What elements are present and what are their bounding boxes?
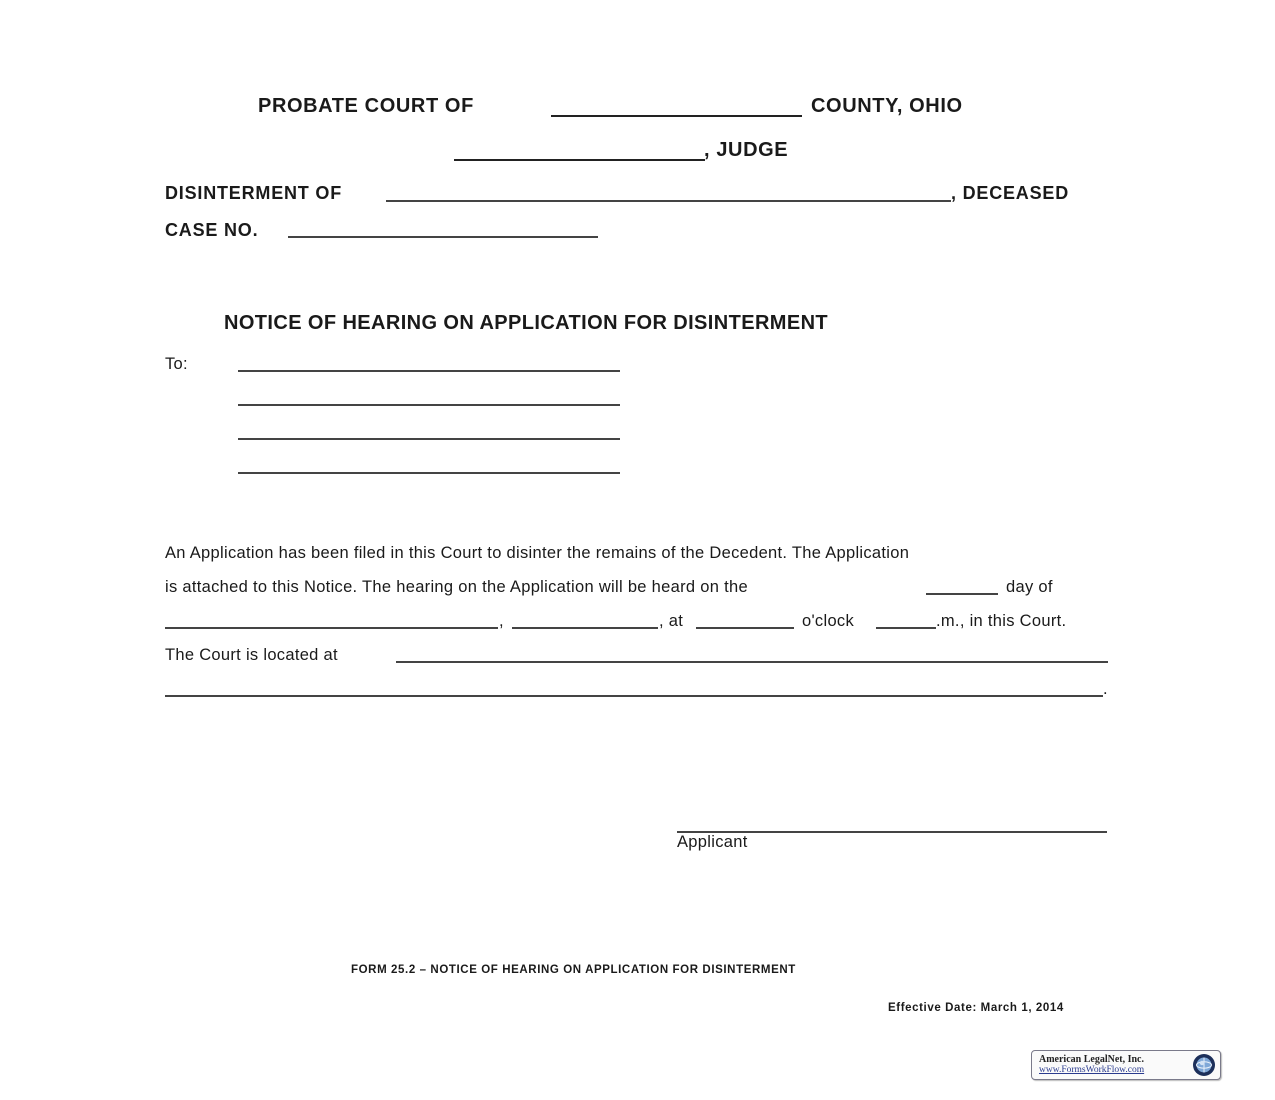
- logo-url[interactable]: www.FormsWorkFlow.com: [1039, 1065, 1145, 1075]
- to-label: To:: [165, 355, 188, 373]
- globe-icon: [1192, 1053, 1216, 1077]
- recipient-field-2[interactable]: [238, 404, 620, 406]
- hearing-day-field[interactable]: [926, 593, 998, 595]
- county-field[interactable]: [551, 115, 802, 117]
- body-line-1: An Application has been filed in this Court to disinter the remains of the Decedent. The Application: [165, 544, 910, 562]
- hearing-month-field[interactable]: [165, 627, 498, 629]
- effective-date: Effective Date: March 1, 2014: [888, 1002, 1064, 1014]
- form-title-footer: FORM 25.2 – NOTICE OF HEARING ON APPLICATION FOR DISINTERMENT: [351, 964, 796, 976]
- judge-name-field[interactable]: [454, 159, 705, 161]
- logo-company: American LegalNet, Inc.: [1039, 1054, 1144, 1065]
- oclock-label: o'clock: [802, 612, 855, 630]
- hearing-year-field[interactable]: [512, 627, 658, 629]
- recipient-field-1[interactable]: [238, 370, 620, 372]
- american-legalnet-logo[interactable]: [1031, 1050, 1221, 1080]
- recipient-field-3[interactable]: [238, 438, 620, 440]
- court-address-field-1[interactable]: [396, 661, 1108, 663]
- case-no-field[interactable]: [288, 236, 598, 238]
- case-no-label: CASE NO.: [165, 220, 259, 240]
- body-line-4: The Court is located at: [165, 646, 338, 664]
- in-this-court-label: .m., in this Court.: [936, 612, 1067, 630]
- judge-suffix: , JUDGE: [704, 139, 789, 161]
- court-suffix: COUNTY, OHIO: [811, 95, 963, 117]
- court-prefix: PROBATE COURT OF: [258, 95, 474, 117]
- period: .: [1103, 680, 1108, 698]
- body-line-2: is attached to this Notice. The hearing on the Application will be heard on the: [165, 578, 748, 596]
- am-pm-field[interactable]: [876, 627, 936, 629]
- decedent-name-field[interactable]: [386, 200, 951, 202]
- hearing-time-field[interactable]: [696, 627, 794, 629]
- disinterment-prefix: DISINTERMENT OF: [165, 183, 342, 203]
- disinterment-suffix: , DECEASED: [951, 183, 1070, 203]
- applicant-label: Applicant: [677, 833, 748, 851]
- comma-label: ,: [499, 612, 504, 630]
- court-address-field-2[interactable]: [165, 695, 1103, 697]
- recipient-field-4[interactable]: [238, 472, 620, 474]
- day-of-label: day of: [1006, 578, 1053, 596]
- notice-title: NOTICE OF HEARING ON APPLICATION FOR DISINTERMENT: [224, 312, 829, 334]
- at-label: , at: [659, 612, 684, 630]
